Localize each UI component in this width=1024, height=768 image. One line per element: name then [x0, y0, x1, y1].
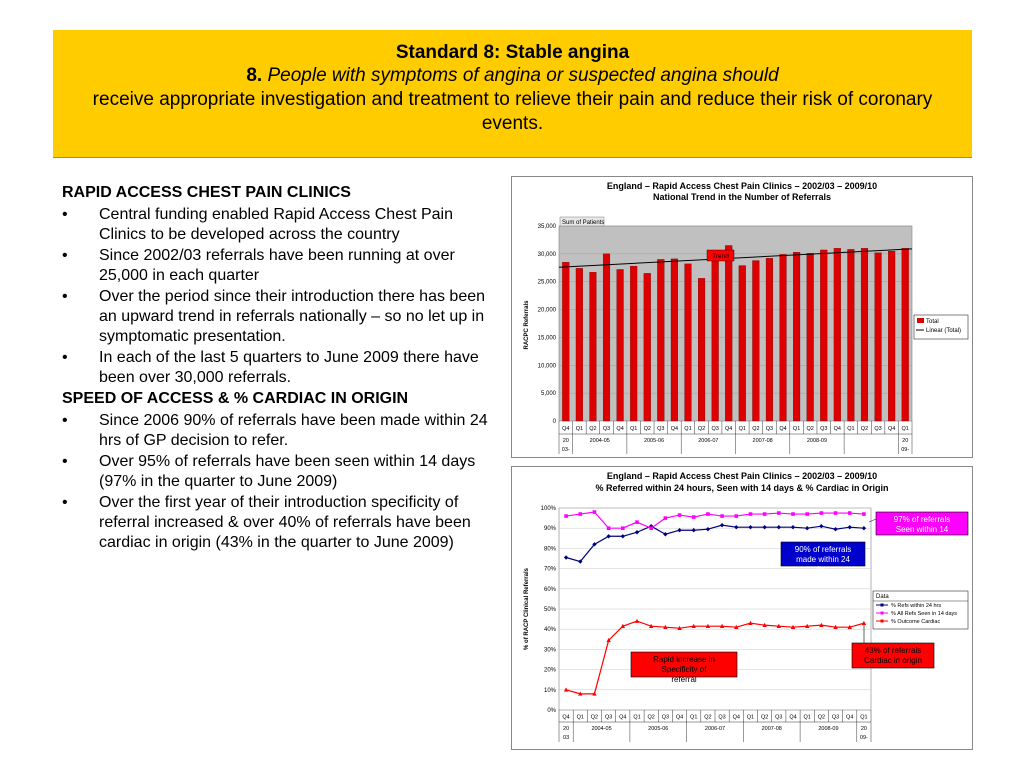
bullet-text: Since 2002/03 referrals have been running at over 25,000 in each quarter: [99, 247, 455, 284]
standard-continuation: receive appropriate investigation and treatment to relieve their pain and reduce their risk of coronary events.: [92, 89, 933, 134]
x-tick-label: Q3: [711, 426, 719, 432]
x-tick-label: Q1: [630, 426, 638, 432]
plot-area: [559, 226, 912, 421]
legend-marker: [881, 620, 884, 623]
y-tick-label: 30%: [543, 647, 556, 654]
annotation-24-hrs-text: 90% of referrals: [794, 545, 852, 554]
referrals-bar-chart-svg: [512, 177, 972, 457]
access-percent-line-chart-svg: [512, 467, 972, 749]
y-tick-label: 100%: [540, 506, 556, 512]
x-year-label: 20: [562, 438, 569, 444]
x-year-label: 2007-08: [752, 438, 773, 444]
legend-marker: [881, 612, 884, 615]
y-tick-label: 5,000: [540, 391, 556, 398]
annotation-cardiac-origin-text: Cardiac in origin: [864, 656, 922, 665]
legend-label: % All Refs Seen in 14 days: [891, 611, 958, 617]
y-tick-label: 0%: [547, 708, 556, 714]
standard-number: 8.: [246, 65, 263, 86]
bullet-item: [62, 452, 504, 492]
x-tick-label: Q4: [887, 426, 896, 432]
x-tick-label: Q2: [860, 426, 869, 432]
x-tick-label: Q4: [619, 714, 627, 721]
x-tick-label: Q2: [760, 714, 769, 721]
bar-total: [671, 259, 678, 421]
bar-total: [725, 246, 732, 422]
bar-total: [630, 266, 637, 421]
bullet-text: Since 2006 90% of referrals have been made within 24 hrs of GP decision to refer.: [99, 412, 488, 449]
section-heading-rapid-access: RAPID ACCESS CHEST PAIN CLINICS: [62, 184, 351, 201]
trend-label: Trend: [712, 253, 729, 260]
bar-total: [875, 253, 882, 421]
data-point: [678, 513, 682, 517]
bullet-text: Central funding enabled Rapid Access Chest Pain Clinics to be developed across the country: [99, 206, 453, 243]
annotation-24-hrs-text: made within 24: [796, 555, 850, 564]
data-point: [692, 515, 696, 519]
data-point: [621, 526, 625, 530]
x-tick-label: Q1: [860, 714, 868, 721]
x-tick-label: Q1: [803, 714, 811, 721]
y-tick-label: 35,000: [537, 224, 556, 230]
y-tick-label: 20,000: [537, 307, 556, 314]
x-year-label: 20: [860, 726, 867, 732]
y-tick-label: 60%: [543, 586, 556, 593]
bar-total: [562, 262, 569, 421]
bar-total: [780, 254, 787, 421]
data-point: [734, 514, 738, 518]
y-tick-label: 80%: [543, 546, 556, 553]
x-tick-label: Q1: [575, 426, 584, 432]
legend-swatch-total: [917, 318, 924, 323]
x-tick-label: Q3: [657, 426, 665, 432]
data-point: [820, 511, 824, 515]
chart-title: England – Rapid Access Chest Pain Clinics – 2002/03 – 2009/10: [606, 181, 878, 191]
bar-total: [902, 248, 909, 421]
data-point: [805, 512, 809, 516]
bar-total: [807, 253, 814, 421]
bar-total: [657, 259, 664, 421]
data-point: [706, 512, 710, 516]
x-year-label: 03-: [561, 447, 570, 453]
x-year-label: 2006-07: [704, 726, 726, 732]
bar-total: [698, 278, 705, 421]
x-tick-label: Q4: [846, 714, 854, 721]
x-tick-label: Q3: [604, 714, 613, 721]
x-tick-label: Q2: [752, 426, 760, 432]
x-tick-label: Q1: [738, 426, 746, 432]
bar-total: [820, 250, 827, 421]
bullet-glyph: •: [62, 206, 68, 223]
y-tick-label: 90%: [543, 526, 556, 533]
x-tick-label: Q1: [690, 714, 698, 721]
x-year-label: 2004-05: [591, 726, 612, 732]
bar-total: [739, 266, 746, 421]
y-tick-label: 20%: [543, 667, 556, 674]
chart-subtitle: National Trend in the Number of Referrals: [652, 192, 832, 202]
data-point: [791, 512, 795, 516]
x-tick-label: Q1: [684, 426, 692, 432]
x-tick-label: Q3: [765, 426, 774, 432]
x-tick-label: Q3: [661, 714, 670, 721]
x-year-label: 03: [563, 735, 570, 741]
x-year-label: 2005-06: [643, 438, 665, 444]
legend-label-total: Total: [926, 319, 939, 325]
chart-title: England – Rapid Access Chest Pain Clinics – 2002/03 – 2009/10: [606, 471, 878, 481]
x-year-label: 2006-07: [698, 438, 719, 444]
x-tick-label: Q4: [670, 426, 679, 432]
x-tick-label: Q2: [647, 714, 655, 721]
x-tick-label: Q1: [847, 426, 855, 432]
x-tick-label: Q2: [590, 714, 599, 721]
x-year-label: 20: [902, 438, 909, 444]
bullet-text: Over the first year of their introduction specificity of referral increased & over 40% of referrals have been cardiac in origin (43% in the quarter to June 2009): [99, 494, 471, 551]
x-tick-label: Q3: [718, 714, 726, 721]
data-point: [834, 511, 838, 515]
y-tick-label: 10,000: [537, 363, 556, 370]
bar-total: [603, 254, 610, 421]
x-tick-label: Q1: [633, 714, 641, 721]
annotation-seen-14-days-text: days: [913, 535, 931, 544]
annotation-seen-14-days-text: Seen within 14: [895, 525, 949, 534]
x-tick-label: Q4: [779, 426, 787, 432]
data-point: [649, 526, 653, 530]
x-tick-label: Q3: [831, 714, 840, 721]
data-point: [848, 511, 852, 515]
x-year-label: 09-: [859, 735, 868, 741]
text-panel: [62, 182, 504, 553]
x-tick-label: Q4: [833, 426, 841, 432]
annotation-seen-14-days-text: 97% of referrals: [893, 515, 951, 524]
referrals-bar-chart: [511, 176, 973, 458]
x-year-label: 2008-09: [806, 438, 828, 444]
y-tick-label: 40%: [543, 627, 556, 634]
legend-title: Data: [876, 594, 889, 600]
bullet-text: In each of the last 5 quarters to June 2009 there have been over 30,000 referrals.: [99, 349, 479, 386]
x-tick-label: Q4: [675, 714, 684, 721]
bar-total: [644, 273, 651, 421]
bullet-item: [62, 348, 504, 388]
bar-total: [793, 252, 800, 421]
x-tick-label: Q2: [697, 426, 706, 432]
x-tick-label: Q2: [589, 426, 597, 432]
bullet-text: Over 95% of referrals have been seen within 14 days (97% in the quarter to June 2009): [99, 453, 476, 490]
y-tick-label: 50%: [543, 607, 556, 613]
bullet-glyph: •: [62, 453, 68, 470]
bullet-item: [62, 205, 504, 245]
y-tick-label: 10%: [543, 687, 556, 694]
x-tick-label: Q4: [725, 426, 733, 432]
bullet-text: Over the period since their introduction there has been an upward trend in referrals nationally – so no let up in symptomatic presentation.: [99, 288, 486, 345]
annotation-cardiac-origin-text: 43% of referrals: [864, 646, 922, 655]
bullet-glyph: •: [62, 412, 68, 429]
x-tick-label: Q1: [901, 426, 909, 432]
x-tick-label: Q1: [792, 426, 801, 432]
data-point: [749, 512, 753, 516]
x-tick-label: Q4: [562, 426, 570, 432]
bar-total: [685, 264, 692, 421]
data-point: [635, 520, 639, 524]
bar-total: [590, 272, 597, 421]
x-year-label: 2004-05: [589, 438, 610, 444]
bar-total: [861, 248, 868, 421]
data-point: [593, 510, 597, 514]
x-tick-label: Q4: [789, 714, 797, 721]
access-percent-line-chart: [511, 466, 973, 750]
standard-statement: [53, 64, 972, 88]
data-point: [777, 511, 781, 515]
bar-total: [888, 251, 895, 421]
bullet-item: [62, 493, 504, 553]
y-axis-label: RACPC Referrals: [524, 300, 530, 350]
bullet-glyph: •: [62, 288, 68, 305]
x-tick-label: Q2: [704, 714, 712, 721]
x-tick-label: Q2: [806, 426, 814, 432]
y-tick-label: 70%: [543, 566, 556, 573]
data-point: [607, 526, 611, 530]
chart-subtitle: % Referred within 24 hours, Seen with 14 days & % Cardiac in Origin: [595, 483, 889, 493]
x-tick-label: Q4: [616, 426, 624, 432]
bullet-glyph: •: [62, 247, 68, 264]
x-tick-label: Q3: [775, 714, 783, 721]
data-point: [763, 512, 767, 516]
y-tick-label: 25,000: [537, 279, 556, 286]
field-button-label: Sum of Patients: [562, 220, 605, 226]
annotation-specificity-text: Specificity of: [661, 665, 707, 674]
x-tick-label: Q3: [602, 426, 611, 432]
x-year-label: 2008-09: [818, 726, 839, 732]
bar-total: [848, 249, 855, 421]
x-tick-label: Q1: [576, 714, 584, 721]
bar-total: [617, 269, 624, 421]
x-tick-label: Q2: [643, 426, 651, 432]
x-year-label: 2005-06: [648, 726, 669, 732]
bar-total: [576, 268, 583, 421]
x-tick-label: Q4: [732, 714, 740, 721]
bullet-glyph: •: [62, 349, 68, 366]
x-tick-label: Q3: [820, 426, 828, 432]
bullet-glyph: •: [62, 494, 68, 511]
x-tick-label: Q1: [746, 714, 755, 721]
legend-label: % Outcome Cardiac: [891, 619, 941, 625]
x-year-label: 20: [563, 726, 570, 732]
standard-italic-text: People with symptoms of angina or suspected angina should: [267, 65, 779, 86]
bar-total: [834, 248, 841, 421]
bullet-item: [62, 246, 504, 286]
annotation-24-hrs-text: hrs: [817, 565, 829, 574]
x-tick-label: Q2: [817, 714, 826, 721]
slide-title: Standard 8: Stable angina: [395, 42, 630, 63]
bar-total: [712, 254, 719, 421]
bar-total: [766, 258, 773, 421]
rapid-access-bullets: [62, 205, 504, 388]
bullet-item: [62, 411, 504, 451]
bullet-item: [62, 287, 504, 347]
x-year-label: 2007-08: [761, 726, 782, 732]
x-tick-label: Q4: [562, 714, 570, 721]
y-tick-label: 15,000: [537, 335, 556, 342]
data-point: [862, 512, 866, 516]
annotation-specificity-text: referral: [671, 675, 697, 684]
title-banner: [53, 30, 972, 158]
legend-label: % Refs within 24 hrs: [891, 603, 942, 609]
x-tick-label: Q3: [874, 426, 882, 432]
data-point: [664, 516, 668, 520]
speed-of-access-bullets: [62, 411, 504, 553]
annotation-specificity-text: Rapid increase in: [653, 655, 715, 664]
data-point: [578, 512, 582, 516]
y-axis-label: % of RACP Clinical Referrals: [524, 568, 530, 650]
data-point: [720, 514, 724, 518]
bar-total: [752, 261, 759, 421]
legend-label-linear: Linear (Total): [926, 328, 962, 334]
section-heading-speed-of-access: SPEED OF ACCESS & % CARDIAC IN ORIGIN: [62, 390, 409, 407]
y-tick-label: 30,000: [537, 251, 556, 258]
y-tick-label: 0: [552, 419, 556, 425]
legend-marker: [881, 604, 884, 607]
x-year-label: 09-: [901, 447, 910, 453]
data-point: [564, 514, 568, 518]
